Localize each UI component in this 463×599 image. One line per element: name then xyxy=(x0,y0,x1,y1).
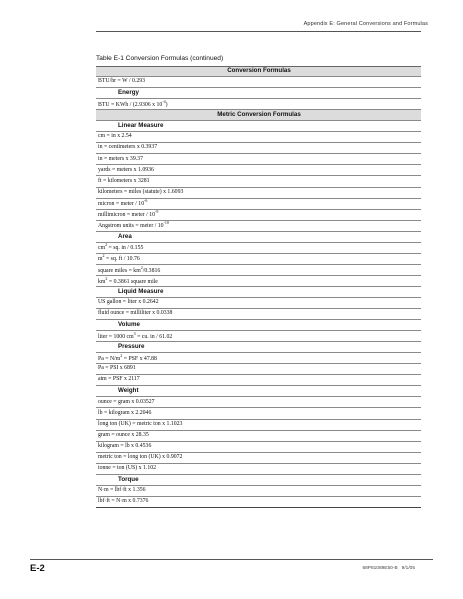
document-id: 68P81089E50-B xyxy=(362,566,398,571)
table-subheader: Weight xyxy=(96,386,421,397)
formula-main: cm xyxy=(98,245,106,252)
formula-main: BTU/hr = W / 0.293 xyxy=(98,78,146,85)
formula-main: long ton (UK) = metric ton x 1.1023 xyxy=(98,420,183,427)
formula-text xyxy=(97,422,182,428)
table-subheader: Liquid Measure xyxy=(96,287,421,298)
table-subheader: Volume xyxy=(96,320,421,331)
table-row xyxy=(96,243,421,254)
table-row xyxy=(96,497,421,508)
formula-text xyxy=(97,190,183,196)
table-section-header: Conversion Formulas xyxy=(96,66,421,77)
formula-rest: = 0.3861 square mile xyxy=(107,278,158,285)
table-row xyxy=(96,353,421,364)
table-row xyxy=(96,375,421,386)
formula-text xyxy=(97,179,150,185)
formula-text xyxy=(97,377,140,383)
formula-main: lbf·ft = N·m x 0.7376 xyxy=(98,497,149,504)
page-number: E-2 xyxy=(30,563,45,574)
table-row xyxy=(96,298,421,309)
formula-text xyxy=(97,488,146,494)
table-row xyxy=(96,77,421,88)
formula-main: millimicron = meter / 10 xyxy=(98,212,156,219)
formula-text xyxy=(97,221,169,230)
formula-text xyxy=(97,145,157,151)
formula-text xyxy=(97,254,140,263)
formula-main: yards = meters x 1.0936 xyxy=(98,166,154,173)
table-subheader: Energy xyxy=(96,88,421,99)
formula-text xyxy=(97,277,158,286)
formula-superscript: -4 xyxy=(162,98,166,104)
table-row xyxy=(96,143,421,154)
formula-text xyxy=(97,400,155,406)
formula-text xyxy=(97,134,132,140)
formula-text xyxy=(97,243,143,252)
formula-rest: = sq. in / 0.155 xyxy=(107,245,144,252)
formula-main: Pa = PSI x 6891 xyxy=(98,365,136,372)
formula-main: tonne = ton (US) x 1.102 xyxy=(98,464,157,471)
table-row xyxy=(96,210,421,221)
formula-main: US gallon = liter x 0.2642 xyxy=(98,299,159,306)
formula-main: kilogram = lb x 0.4536 xyxy=(98,442,152,449)
formula-text xyxy=(97,466,156,472)
table-row xyxy=(96,420,421,431)
table-section-header: Metric Conversion Formulas xyxy=(96,110,421,121)
formula-superscript: -9 xyxy=(155,209,159,215)
table-row xyxy=(96,221,421,232)
table-row xyxy=(96,188,421,199)
footer-doc-info xyxy=(362,566,415,571)
formula-main: Angstrom units = meter / 10 xyxy=(98,223,164,230)
table-row xyxy=(96,199,421,210)
formula-text xyxy=(97,444,151,450)
formula-main: Pa = N/m xyxy=(98,355,121,362)
formula-text xyxy=(97,300,159,306)
formula-main: ft = kilometers x 3281 xyxy=(98,177,150,184)
table-row xyxy=(96,165,421,176)
table-row xyxy=(96,132,421,143)
formula-main: micron = meter / 10 xyxy=(98,201,145,208)
formula-text xyxy=(97,366,136,372)
formula-main: in = centimeters x 0.3937 xyxy=(98,144,158,151)
formula-superscript: 3 xyxy=(133,330,136,336)
formula-main: gram = ounce x 28.35 xyxy=(98,431,149,438)
formula-rest: = sq. ft / 10.76 xyxy=(104,256,140,263)
table-title: Table E-1 Conversion Formulas (continued) xyxy=(96,55,224,62)
formula-superscript: 2 xyxy=(140,264,143,270)
table-subheader: Linear Measure xyxy=(96,121,421,132)
table-row xyxy=(96,408,421,419)
formula-superscript: 2 xyxy=(105,242,108,248)
table-subheader: Pressure xyxy=(96,342,421,353)
table-row xyxy=(96,99,421,110)
table-row xyxy=(96,265,421,276)
formula-text xyxy=(97,168,154,174)
formula-text xyxy=(97,157,143,163)
formula-superscript: -6 xyxy=(144,198,148,204)
conversion-table xyxy=(96,66,421,508)
formula-text xyxy=(97,354,157,363)
formula-text xyxy=(97,199,147,208)
formula-main: BTU = KWh / (2.9306 x 10 xyxy=(98,101,163,108)
table-row xyxy=(96,154,421,165)
formula-main: atm = PSF x 2117 xyxy=(98,376,140,383)
formula-main: kilometers = miles (statute) x 1.6093 xyxy=(98,188,184,195)
formula-rest: = cu. in / 61.02 xyxy=(135,333,173,340)
table-row xyxy=(96,431,421,442)
table-row xyxy=(96,276,421,287)
formula-main: m xyxy=(98,256,103,263)
table-row xyxy=(96,364,421,375)
formula-main: metric ton = long ton (UK) x 0.9072 xyxy=(98,453,183,460)
table-subheader: Torque xyxy=(96,475,421,486)
formula-main: liter = 1000 cm xyxy=(98,333,134,340)
formula-main: cm = in x 2.54 xyxy=(98,133,132,140)
formula-superscript: 2 xyxy=(120,352,123,358)
formula-text xyxy=(97,79,145,85)
formula-text xyxy=(97,411,151,417)
formula-text xyxy=(97,433,149,439)
formula-text xyxy=(97,210,158,219)
formula-main: km xyxy=(98,278,106,285)
formula-superscript: 2 xyxy=(102,253,105,259)
formula-rest: = PSF x 47.88 xyxy=(122,355,157,362)
table-row xyxy=(96,309,421,320)
formula-text xyxy=(97,100,168,109)
footer-rule xyxy=(30,559,433,560)
running-header: Appendix E: General Conversions and Formulas xyxy=(303,21,428,27)
formula-main: square miles = km xyxy=(98,267,141,274)
table-row xyxy=(96,442,421,453)
formula-main: ounce = gram x 0.03527 xyxy=(98,398,155,405)
table-row xyxy=(96,464,421,475)
formula-rest: ) xyxy=(165,101,168,108)
header-rule xyxy=(96,31,421,32)
formula-text xyxy=(97,311,172,317)
formula-text xyxy=(97,455,182,461)
formula-main: in = meters x 39.37 xyxy=(98,155,143,162)
formula-text xyxy=(97,332,172,341)
table-row xyxy=(96,331,421,342)
formula-superscript: -10 xyxy=(163,220,169,226)
table-row xyxy=(96,486,421,497)
formula-main: fluid ounce = milliliter x 0.0338 xyxy=(98,310,173,317)
table-row xyxy=(96,254,421,265)
formula-main: lb = kilogram x 2.2046 xyxy=(98,409,152,416)
formula-superscript: 2 xyxy=(105,275,108,281)
table-row xyxy=(96,453,421,464)
table-row xyxy=(96,176,421,187)
document-date: 9/1/05 xyxy=(401,566,415,571)
formula-rest: /0.3816 xyxy=(142,267,161,274)
formula-text xyxy=(97,266,160,275)
table-row xyxy=(96,397,421,408)
table-subheader: Area xyxy=(96,232,421,243)
formula-text xyxy=(97,499,148,505)
formula-main: N·m = lbf·ft x 1.356 xyxy=(98,486,146,493)
